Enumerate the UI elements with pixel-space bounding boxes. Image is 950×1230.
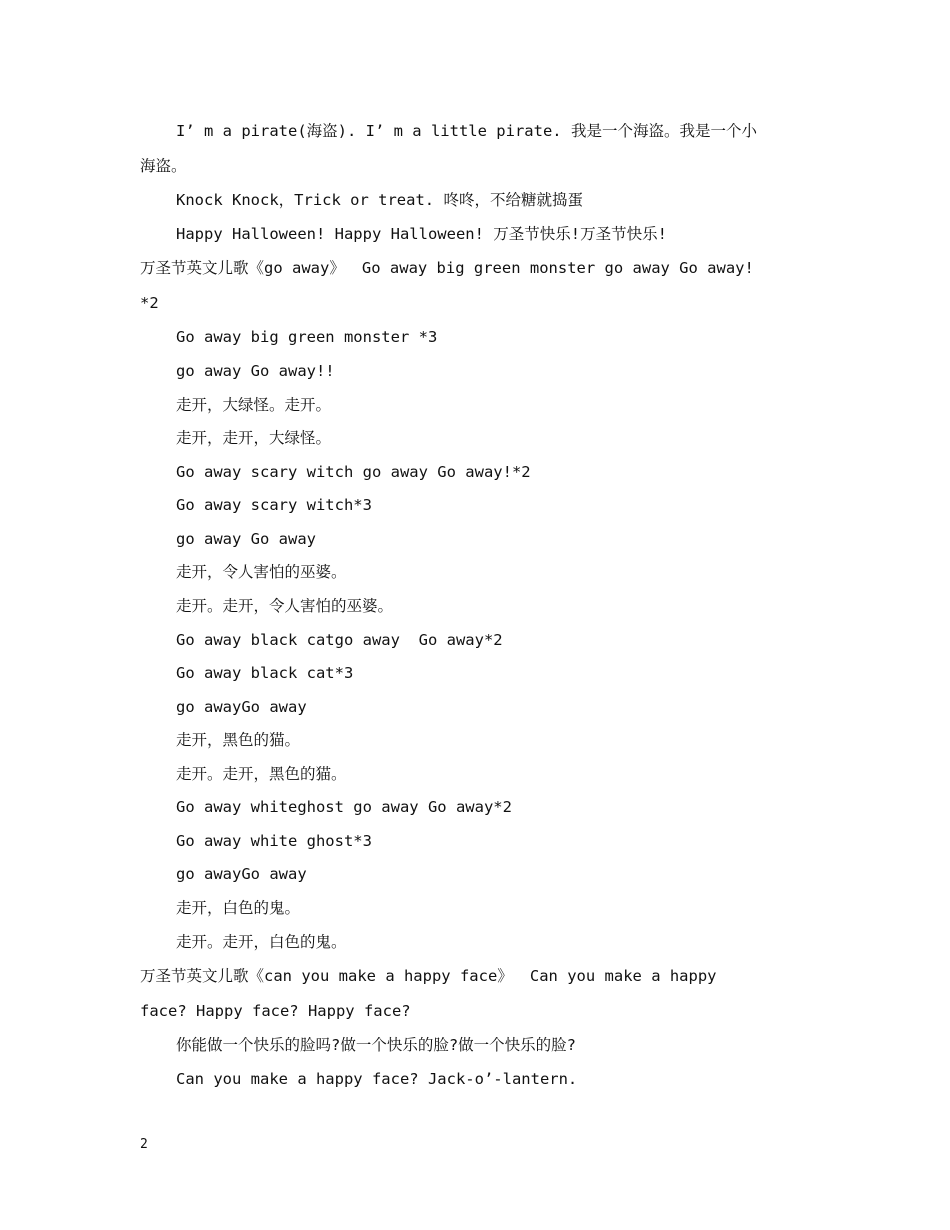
text-line: 走开，白色的鬼。 — [176, 899, 301, 917]
text-line: Go away white ghost*3 — [176, 832, 372, 850]
text-line: 海盗。 — [140, 157, 187, 175]
text-line: 你能做一个快乐的脸吗?做一个快乐的脸?做一个快乐的脸? — [176, 1036, 576, 1054]
text-line: face? Happy face? Happy face? — [140, 1002, 411, 1020]
text-line: go awayGo away — [176, 865, 307, 883]
text-line: Knock Knock，Trick or treat. 咚咚，不给糖就捣蛋 — [176, 191, 583, 209]
text-line: Go away black cat*3 — [176, 664, 354, 682]
text-line: 万圣节英文儿歌《can you make a happy face》 Can you make a happy — [140, 967, 717, 985]
text-line: 走开，令人害怕的巫婆。 — [176, 563, 347, 581]
text-line: 走开，黑色的猫。 — [176, 731, 301, 749]
text-line: 走开，大绿怪。走开。 — [176, 396, 332, 414]
text-line: 走开。走开，黑色的猫。 — [176, 765, 347, 783]
text-line: go away Go away!! — [176, 362, 335, 380]
text-line: Happy Halloween! Happy Halloween! 万圣节快乐!万圣节快乐! — [176, 225, 667, 243]
text-line: Can you make a happy face? Jack-o’-lantern. — [176, 1070, 578, 1088]
text-line: 走开，走开，大绿怪。 — [176, 429, 332, 447]
text-line: Go away scary witch go away Go away!*2 — [176, 463, 531, 481]
text-line: I’ m a pirate(海盗). I’ m a little pirate. 我是一个海盗。我是一个小 — [176, 122, 757, 140]
page-number: 2 — [140, 1137, 148, 1152]
text-line: go away Go away — [176, 530, 316, 548]
text-line: go awayGo away — [176, 698, 307, 716]
text-line: 走开。走开，白色的鬼。 — [176, 933, 347, 951]
text-line: Go away scary witch*3 — [176, 496, 372, 514]
text-line: *2 — [140, 294, 159, 312]
text-line: Go away big green monster *3 — [176, 328, 438, 346]
text-line: Go away black catgo away Go away*2 — [176, 631, 503, 649]
text-line: 万圣节英文儿歌《go away》 Go away big green monster go away Go away! — [140, 259, 754, 277]
text-line: 走开。走开，令人害怕的巫婆。 — [176, 597, 394, 615]
text-line: Go away whiteghost go away Go away*2 — [176, 798, 512, 816]
